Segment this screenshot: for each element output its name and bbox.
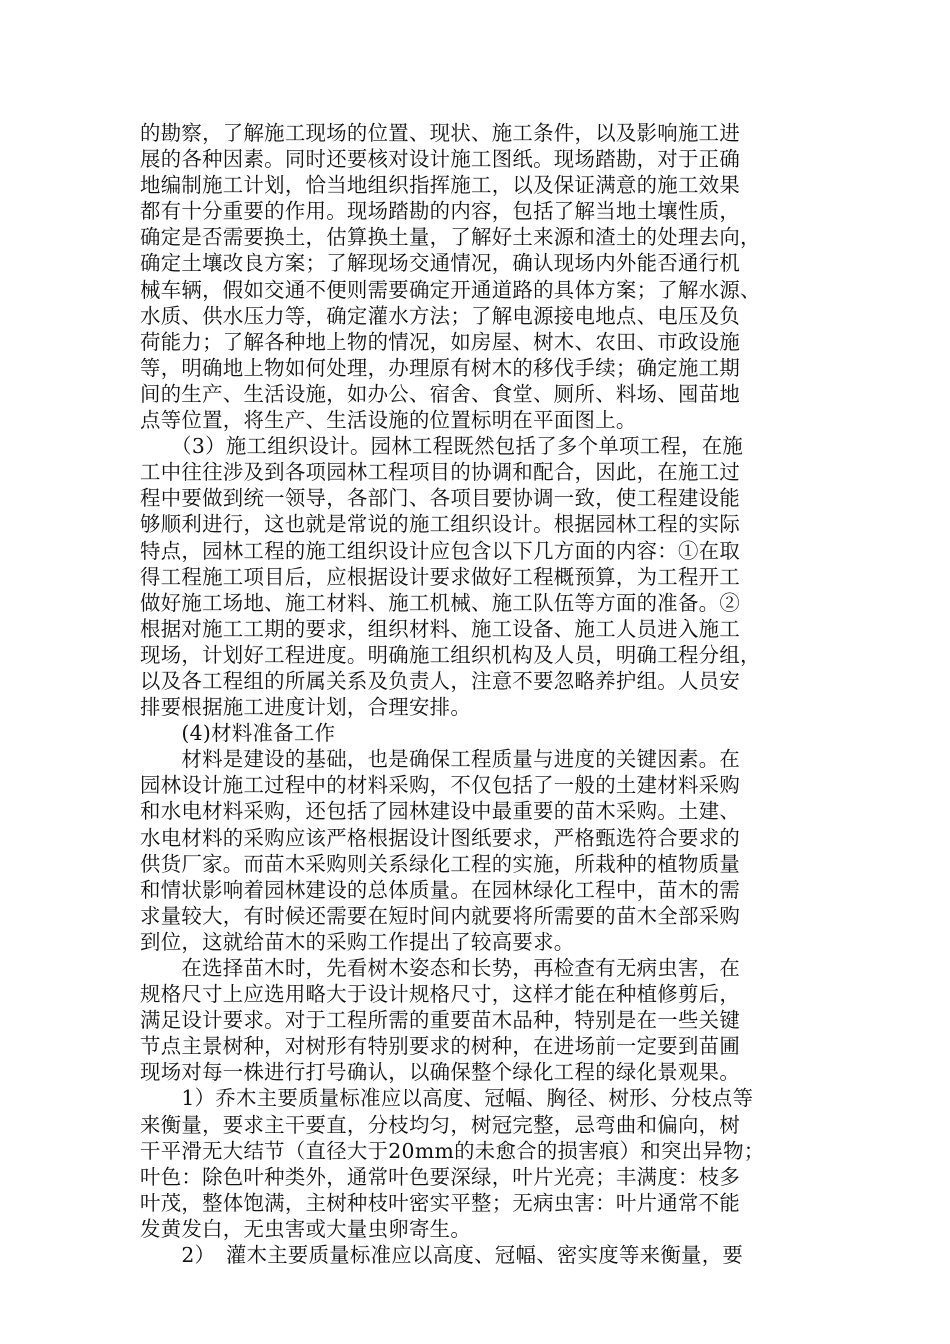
text-line: 械车辆，假如交通不便则需要确定开通道路的具体方案；了解水源、	[140, 277, 761, 302]
text-line: 工中往往涉及到各项园林工程项目的协调和配合，因此，在施工过	[140, 460, 741, 485]
text-line: 荷能力；了解各种地上物的情况，如房屋、树木、农田、市政设施	[140, 329, 741, 354]
text-line: 特点，园林工程的施工组织设计应包含以下几方面的内容：①在取	[140, 538, 741, 563]
text-line: 排要根据施工进度计划，合理安排。	[140, 695, 472, 720]
text-line: 供货厂家。而苗木采购则关系绿化工程的实施，所栽种的植物质量	[140, 851, 741, 876]
text-line: 满足设计要求。对于工程所需的重要苗木品种，特别是在一些关键	[140, 1008, 741, 1033]
text-line: 的勘察，了解施工现场的位置、现状、施工条件，以及影响施工进	[140, 121, 741, 145]
text-line: 材料是建设的基础，也是确保工程质量与进度的关键因素。在	[140, 747, 741, 772]
text-line: 叶色：除色叶种类外，通常叶色要深绿，叶片光亮；丰满度：枝多	[140, 1164, 741, 1189]
text-line: 和水电材料采购，还包括了园林建设中最重要的苗木采购。土建、	[140, 799, 741, 824]
text-line: 根据对施工工期的要求，组织材料、施工设备、施工人员进入施工	[140, 616, 741, 641]
text-line: 现场，计划好工程进度。明确施工组织机构及人员，明确工程分组，	[140, 642, 761, 667]
text-line: 确定土壤改良方案；了解现场交通情况，确认现场内外能否通行机	[140, 251, 741, 276]
text-line: 求量较大，有时候还需要在短时间内就要将所需要的苗木全部采购	[140, 903, 741, 928]
text-line: 以及各工程组的所属关系及负责人，注意不要忽略养护组。人员安	[140, 668, 741, 693]
text-line: 叶茂，整体饱满，主树种枝叶密实平整；无病虫害：叶片通常不能	[140, 1190, 741, 1215]
text-line: (4)材料准备工作	[140, 721, 336, 746]
text-line: 够顺利进行，这也就是常说的施工组织设计。根据园林工程的实际	[140, 512, 741, 537]
text-line: 和情状影响着园林建设的总体质量。在园林绿化工程中，苗木的需	[140, 877, 741, 902]
text-line: 间的生产、生活设施，如办公、宿舍、食堂、厕所、料场、囤苗地	[140, 381, 741, 406]
text-line: 都有十分重要的作用。现场踏勘的内容，包括了解当地土壤性质，	[140, 199, 741, 224]
text-line: 1）乔木主要质量标准应以高度、冠幅、胸径、树形、分枝点等	[140, 1086, 754, 1111]
body-text	[140, 120, 820, 1268]
text-line: 2） 灌木主要质量标准应以高度、冠幅、密实度等来衡量，要	[140, 1243, 744, 1268]
text-line: 在选择苗木时，先看树木姿态和长势，再检查有无病虫害，在	[140, 956, 741, 980]
text-line: 地编制施工计划，恰当地组织指挥施工，以及保证满意的施工效果	[140, 173, 741, 198]
text-line: 干平滑无大结节（直径大于20mm的未愈合的损害痕）和突出异物；	[140, 1138, 765, 1163]
text-line: 园林设计施工过程中的材料采购，不仅包括了一般的土建材料采购	[140, 773, 741, 798]
text-line: 水质、供水压力等，确定灌水方法；了解电源接电地点、电压及负	[140, 303, 741, 328]
text-line: 得工程施工项目后，应根据设计要求做好工程概预算，为工程开工	[140, 564, 741, 589]
text-line: 做好施工场地、施工材料、施工机械、施工队伍等方面的准备。②	[140, 590, 741, 615]
text-line: 到位，这就给苗木的采购工作提出了较高要求。	[140, 929, 575, 954]
text-line: 发黄发白，无虫害或大量虫卵寄生。	[140, 1216, 472, 1241]
text-line: （3）施工组织设计。园林工程既然包括了多个单项工程，在施	[140, 434, 744, 459]
text-line: 水电材料的采购应该严格根据设计图纸要求，严格甄选符合要求的	[140, 825, 741, 850]
text-line: 确定是否需要换土，估算换土量，了解好土来源和渣土的处理去向，	[140, 225, 761, 250]
text-line: 展的各种因素。同时还要核对设计施工图纸。现场踏勘，对于正确	[140, 147, 741, 172]
text-line: 程中要做到统一领导，各部门、各项目要协调一致，使工程建设能	[140, 486, 741, 511]
text-line: 规格尺寸上应选用略大于设计规格尺寸，这样才能在种植修剪后，	[140, 982, 741, 1007]
text-line: 等，明确地上物如何处理，办理原有树木的移伐手续；确定施工期	[140, 355, 741, 380]
text-line: 现场对每一株进行打号确认，以确保整个绿化工程的绿化景观果。	[140, 1060, 741, 1085]
text-line: 来衡量，要求主干要直，分枝均匀，树冠完整，忌弯曲和偏向，树	[140, 1112, 741, 1137]
text-line: 点等位置，将生产、生活设施的位置标明在平面图上。	[140, 408, 637, 433]
text-line: 节点主景树种，对树形有特别要求的树种，在进场前一定要到苗圃	[140, 1034, 741, 1059]
